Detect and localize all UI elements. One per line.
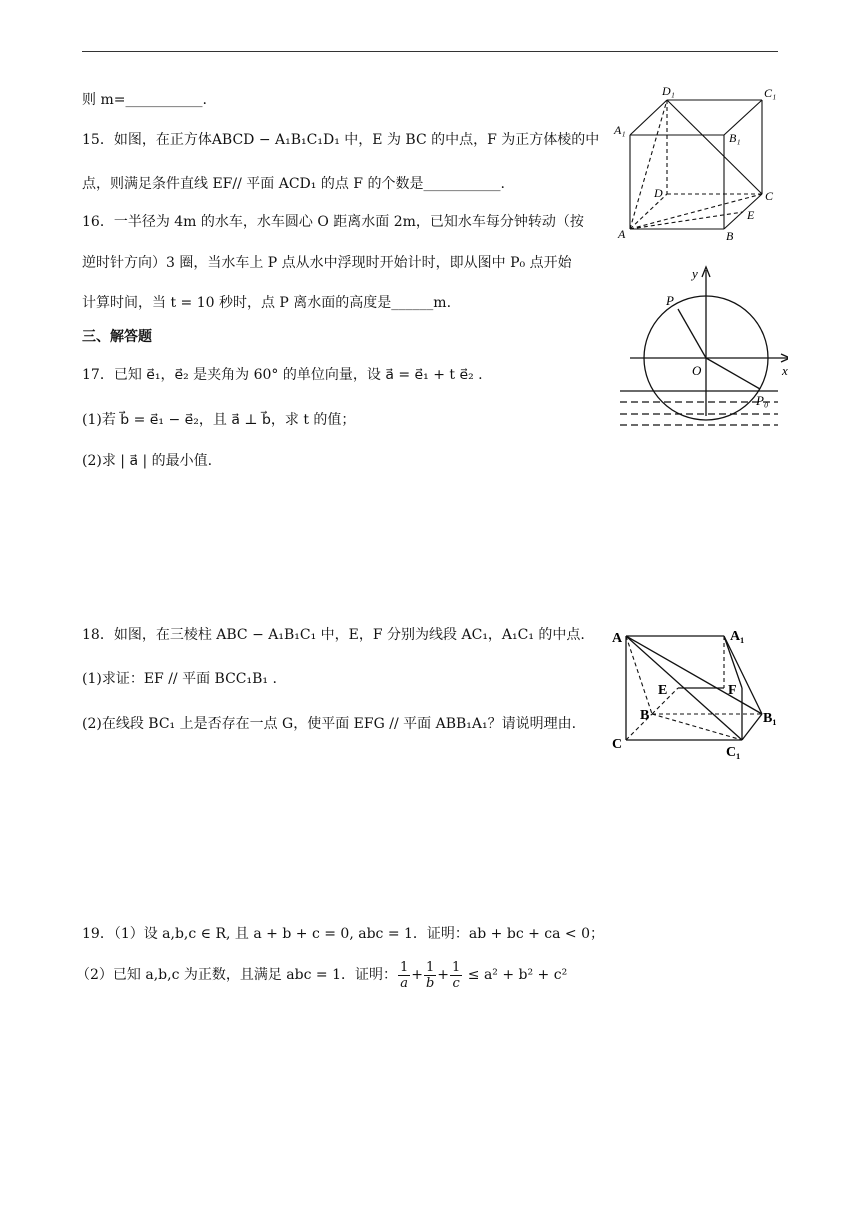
wheel-label-P0: P₀ (756, 393, 769, 408)
header-rule (82, 51, 778, 52)
q16-line-1: 16．一半径为 4m 的水车，水车圆心 O 距离水面 2m，已知水车每分钟转动（按 (82, 214, 584, 230)
q14-answer-line: 则 m=___________. (82, 92, 207, 108)
cube-label-B: B (726, 229, 734, 243)
cube-label-B1: B₁ (729, 131, 741, 145)
cube-label-A1: A₁ (614, 123, 626, 137)
q19-part-2-suffix: ≤ a² + b² + c² (467, 967, 568, 983)
q16-line-2: 逆时针方向）3 圈，当水车上 P 点从水中浮现时开始计时，即从图中 P₀ 点开始 (82, 255, 572, 271)
water-wheel-figure (616, 262, 788, 432)
prism-label-A: A (612, 631, 623, 646)
q18-part-2: (2)在线段 BC₁ 上是否存在一点 G，使平面 EFG // 平面 ABB₁A₁？请说明理由. (82, 716, 577, 732)
q19-part-2-prefix: （2）已知 a,b,c 为正数，且满足 abc = 1．证明： (76, 967, 397, 983)
prism-label-F: F (728, 683, 737, 698)
prism-label-B1: B₁ (763, 711, 777, 726)
fraction-1-over-b: $\frac{1}{b}$ (425, 959, 435, 991)
q19-part-2: （2）已知 a,b,c 为正数，且满足 abc = 1．证明： $\frac{1}{a}$ + $\frac{1}{b}$ + $\frac{1}{c}$ ≤ a² + b² + c² (76, 959, 568, 991)
cube-label-C1: C₁ (764, 86, 777, 100)
cube-label-E: E (747, 208, 755, 222)
wheel-label-x: x (782, 363, 788, 378)
cube-label-A: A (618, 227, 626, 241)
cube-label-D: D (654, 186, 663, 200)
prism-figure (612, 622, 787, 762)
wheel-label-O: O (692, 363, 702, 378)
prism-label-A1: A₁ (730, 629, 745, 644)
q17-part-1: (1)若 b⃗ = e⃗₁ − e⃗₂，且 a⃗ ⊥ b⃗，求 t 的值； (82, 412, 356, 428)
q15-line-1: 15．如图，在正方体ABCD − A₁B₁C₁D₁ 中，E 为 BC 的中点，F 为正方体棱的中 (82, 132, 600, 148)
cube-label-D1: D₁ (662, 84, 675, 98)
cube-label-C: C (765, 189, 774, 203)
prism-label-C: C (612, 737, 623, 752)
q16-line-3: 计算时间，当 t = 10 秒时，点 P 离水面的高度是______m. (82, 295, 452, 311)
prism-label-C1: C₁ (726, 745, 741, 760)
fraction-1-over-a: $\frac{1}{a}$ (400, 959, 409, 991)
q18-stem: 18．如图，在三棱柱 ABC − A₁B₁C₁ 中，E，F 分别为线段 AC₁，A₁C₁ 的中点. (82, 627, 585, 643)
wheel-label-y: y (692, 266, 698, 281)
q18-part-1: (1)求证：EF // 平面 BCC₁B₁ . (82, 671, 277, 687)
q19-part-1: 19．（1）设 a,b,c ∈ R, 且 a + b + c = 0, abc = 1．证明：ab + bc + ca < 0； (82, 926, 605, 942)
section-heading: 三、解答题 (82, 329, 152, 345)
prism-label-E: E (658, 683, 668, 698)
prism-label-B: B (640, 708, 650, 723)
q15-line-2: 点，则满足条件直线 EF// 平面 ACD₁ 的点 F 的个数是___________. (82, 176, 505, 192)
q17-stem: 17．已知 e⃗₁，e⃗₂ 是夹角为 60° 的单位向量，设 a⃗ = e⃗₁ + t e⃗₂ . (82, 367, 483, 383)
wheel-label-P: P (666, 293, 674, 308)
fraction-1-over-c: $\frac{1}{c}$ (452, 959, 461, 991)
q17-part-2: (2)求 | a⃗ | 的最小值. (82, 453, 213, 469)
cube-figure (612, 82, 784, 247)
